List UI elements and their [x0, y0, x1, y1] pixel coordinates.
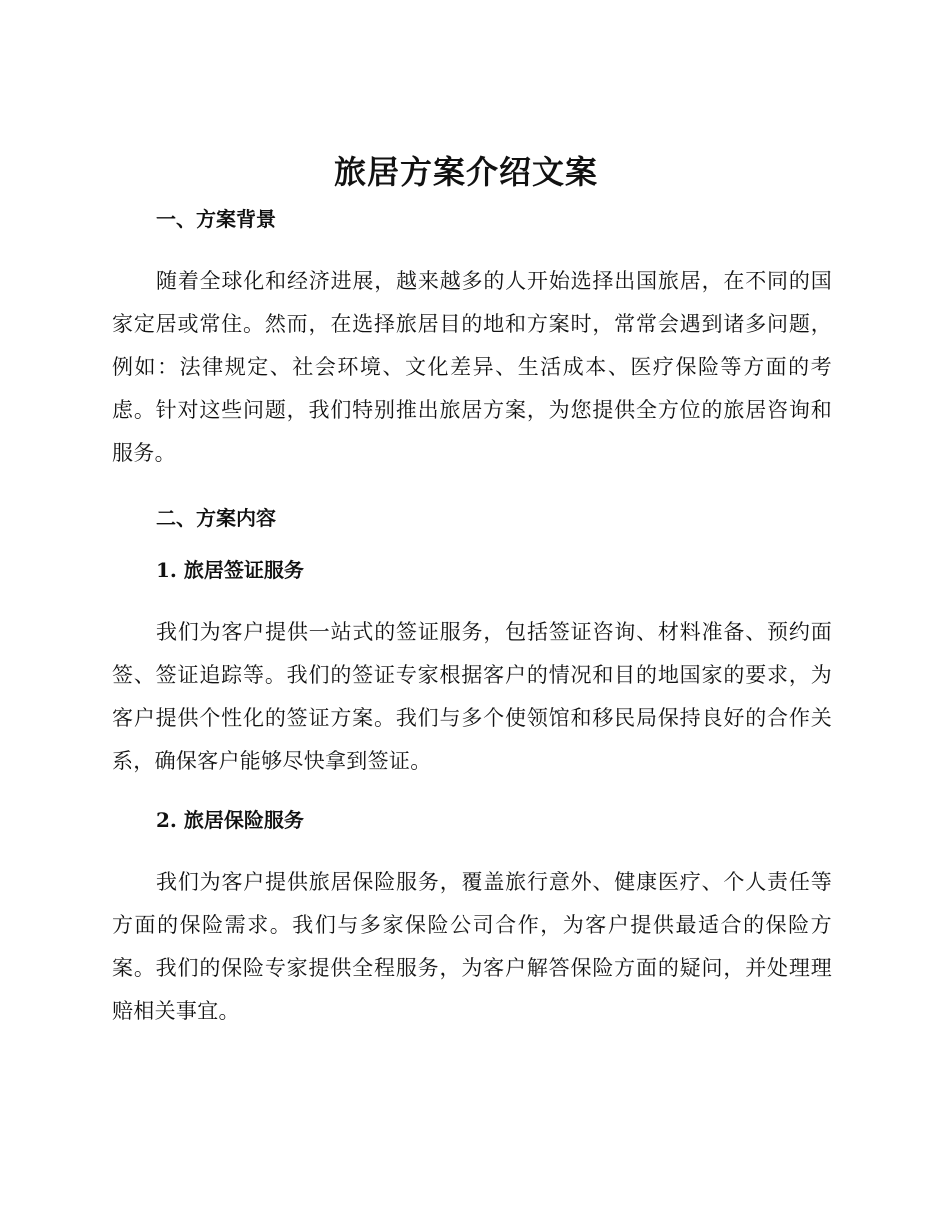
document-title: 旅居方案介绍文案	[333, 153, 598, 191]
document-page	[112, 148, 832, 1033]
background-paragraph: 随着全球化和经济进展，越来越多的人开始选择出国旅居，在不同的国家定居或常住。然而，在选择旅居目的地和方案时，常常会遇到诸多问题，例如：法律规定、社会环境、文化差异、生活成本、医疗保险等方面的考虑。针对这些问题，我们特别推出旅居方案，为您提供全方位的旅居咨询和服务。	[112, 269, 832, 465]
insurance-service-paragraph: 我们为客户提供旅居保险服务，覆盖旅行意外、健康医疗、个人责任等方面的保险需求。我们与多家保险公司合作，为客户提供最适合的保险方案。我们的保险专家提供全程服务，为客户解答保险方面的疑问，并处理理赔相关事宜。	[112, 870, 832, 1023]
section-heading-background: 一、方案背景	[156, 207, 276, 231]
section-heading-content: 二、方案内容	[156, 506, 276, 530]
subsection-heading-insurance: 2. 旅居保险服务	[156, 808, 304, 832]
subsection-heading-visa: 1. 旅居签证服务	[156, 558, 304, 582]
visa-service-paragraph: 我们为客户提供一站式的签证服务，包括签证咨询、材料准备、预约面签、签证追踪等。我们的签证专家根据客户的情况和目的地国家的要求，为客户提供个性化的签证方案。我们与多个使领馆和移民局保持良好的合作关系，确保客户能够尽快拿到签证。	[112, 620, 832, 773]
